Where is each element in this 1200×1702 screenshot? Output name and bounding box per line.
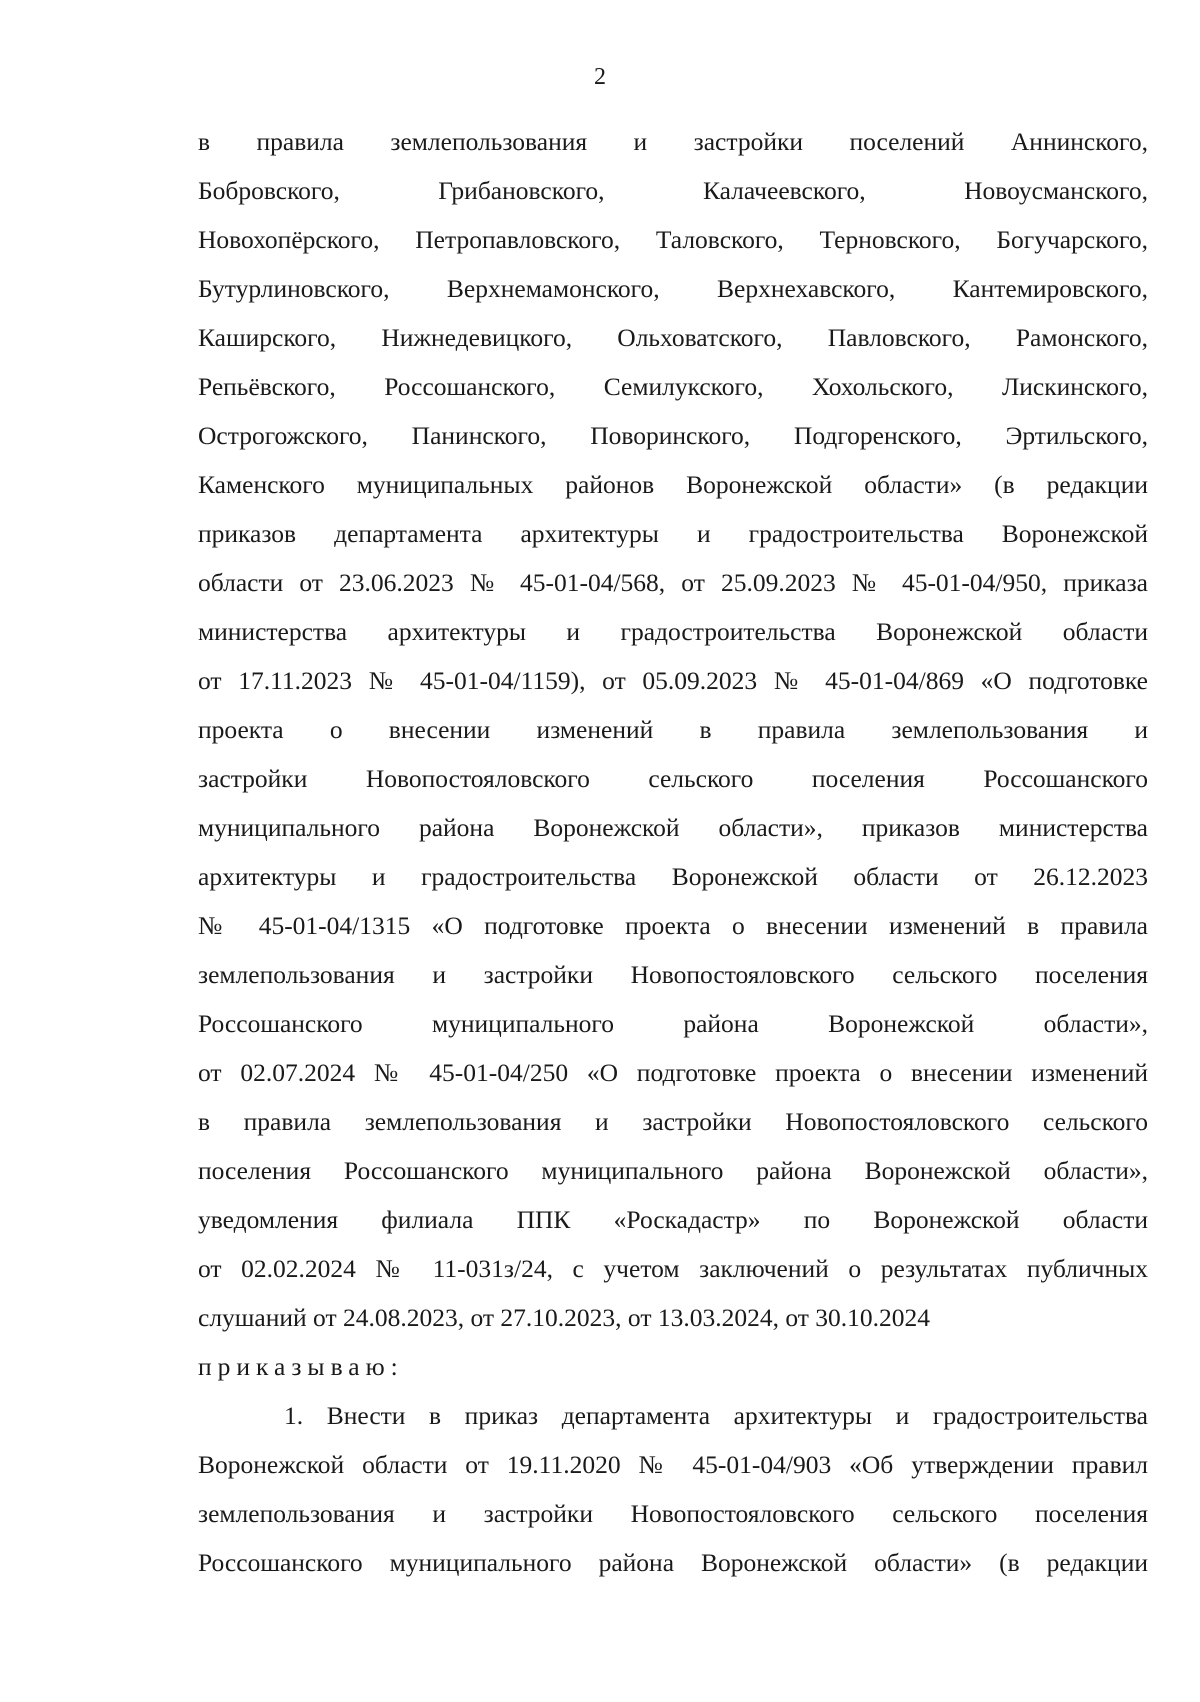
text-line: Воронежской области от 19.11.2020 № 45-01-04/903 «Об утверждении правил [198, 1450, 1148, 1479]
document-body [198, 117, 1148, 1587]
text-line: архитектуры и градостроительства Воронежской области от 26.12.2023 [198, 862, 1148, 891]
order-word: приказываю: [198, 1352, 404, 1381]
text-line: Каменского муниципальных районов Воронежской области» (в редакции [198, 470, 1148, 499]
text-line: муниципального района Воронежской области», приказов министерства [198, 813, 1148, 842]
text-line: землепользования и застройки Новопостояловского сельского поселения [198, 960, 1148, 989]
clause-1-line: 1. Внести в приказ департамента архитектуры и градостроительства [284, 1401, 1148, 1430]
text-line: землепользования и застройки Новопостояловского сельского поселения [198, 1499, 1148, 1528]
text-line: министерства архитектуры и градостроительства Воронежской области [198, 617, 1148, 646]
text-line: от 02.07.2024 № 45-01-04/250 «О подготовке проекта о внесении изменений [198, 1058, 1148, 1087]
text-line: застройки Новопостояловского сельского поселения Россошанского [198, 764, 1148, 793]
text-line: от 17.11.2023 № 45-01-04/1159), от 05.09.2023 № 45-01-04/869 «О подготовке [198, 666, 1148, 695]
text-line: Россошанского муниципального района Воронежской области» (в редакции [198, 1548, 1148, 1577]
text-line: проекта о внесении изменений в правила землепользования и [198, 715, 1148, 744]
text-line: в правила землепользования и застройки Новопостояловского сельского [198, 1107, 1148, 1136]
text-line: поселения Россошанского муниципального района Воронежской области», [198, 1156, 1148, 1185]
text-line: Новохопёрского, Петропавловского, Таловского, Терновского, Богучарского, [198, 225, 1148, 254]
text-line: в правила землепользования и застройки поселений Аннинского, [198, 127, 1148, 156]
text-line: Каширского, Нижнедевицкого, Ольховатского, Павловского, Рамонского, [198, 323, 1148, 352]
text-line: Бутурлиновского, Верхнемамонского, Верхнехавского, Кантемировского, [198, 274, 1148, 303]
text-line: Бобровского, Грибановского, Калачеевского, Новоусманского, [198, 176, 1148, 205]
text-line: Россошанского муниципального района Воронежской области», [198, 1009, 1148, 1038]
text-line: № 45-01-04/1315 «О подготовке проекта о внесении изменений в правила [198, 911, 1148, 940]
page-number: 2 [594, 64, 606, 90]
text-line: от 02.02.2024 № 11-031з/24, с учетом заключений о результатах публичных [198, 1254, 1148, 1283]
text-line: области от 23.06.2023 № 45-01-04/568, от 25.09.2023 № 45-01-04/950, приказа [198, 568, 1148, 597]
text-line: уведомления филиала ППК «Роскадастр» по Воронежской области [198, 1205, 1148, 1234]
text-line: слушаний от 24.08.2023, от 27.10.2023, от 13.03.2024, от 30.10.2024 [198, 1303, 931, 1332]
text-line: Острогожского, Панинского, Поворинского, Подгоренского, Эртильского, [198, 421, 1148, 450]
text-line: приказов департамента архитектуры и градостроительства Воронежской [198, 519, 1148, 548]
text-line: Репьёвского, Россошанского, Семилукского, Хохольского, Лискинского, [198, 372, 1148, 401]
